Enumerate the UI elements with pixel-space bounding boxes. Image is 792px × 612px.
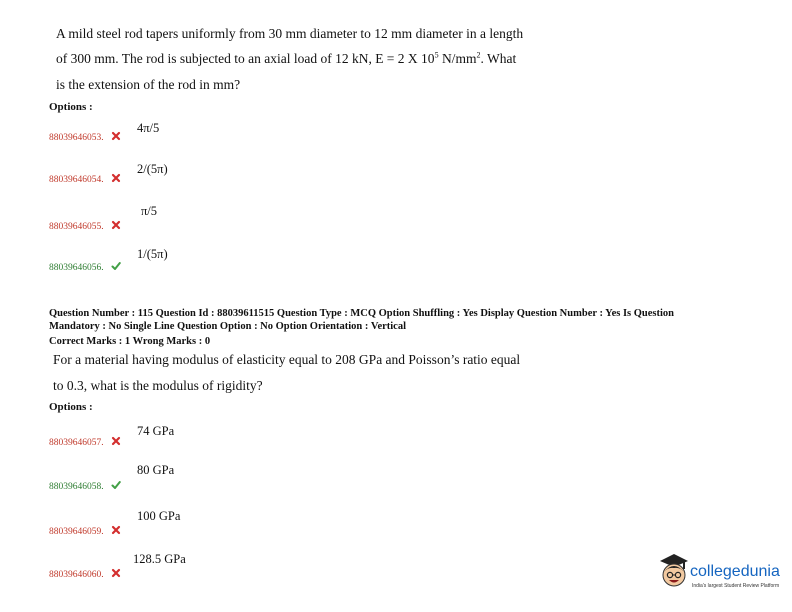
question2-options-label: Options : — [49, 401, 93, 413]
option-value: 80 GPa — [137, 463, 175, 477]
question1-unit-exponent: 2 — [476, 50, 481, 60]
wrong-mark-icon — [111, 173, 121, 183]
option-value: 4π/5 — [137, 121, 160, 135]
option-row[interactable] — [49, 216, 121, 234]
option-value: 74 GPa — [137, 424, 175, 438]
option-row[interactable] — [49, 564, 121, 582]
option-value: 1/(5π) — [137, 247, 168, 261]
question1-line3: is the extension of the rod in mm? — [56, 77, 241, 92]
option-value: π/5 — [141, 204, 158, 218]
question2-meta-line3: Correct Marks : 1 Wrong Marks : 0 — [49, 336, 211, 347]
option-row[interactable] — [49, 257, 121, 275]
option-id: 88039646056. — [49, 263, 104, 273]
question1-unit: N/mm — [438, 51, 477, 66]
collegedunia-mascot-icon — [656, 552, 692, 592]
option-value: 100 GPa — [137, 509, 181, 523]
option-value: 2/(5π) — [137, 162, 168, 176]
option-row[interactable] — [49, 169, 121, 187]
question1-line2-text: of 300 mm. The rod is subjected to an axial load of 12 kN, E = 2 X 10 — [56, 51, 435, 66]
option-row[interactable] — [49, 476, 121, 494]
option-row[interactable] — [49, 521, 121, 539]
question2-meta-line2: Mandatory : No Single Line Question Option : No Option Orientation : Vertical — [49, 321, 407, 332]
option-id: 88039646059. — [49, 527, 104, 537]
wrong-mark-icon — [111, 220, 121, 230]
collegedunia-tagline: India's largest Student Review Platform — [692, 583, 780, 589]
wrong-mark-icon — [111, 436, 121, 446]
option-id: 88039646060. — [49, 570, 104, 580]
option-id: 88039646057. — [49, 438, 104, 448]
option-row[interactable] — [49, 127, 121, 145]
option-row[interactable] — [49, 432, 121, 450]
option-id: 88039646058. — [49, 482, 104, 492]
question2-line1: For a material having modulus of elasticity equal to 208 GPa and Poisson’s ratio equal — [53, 352, 521, 367]
option-id: 88039646054. — [49, 175, 104, 185]
question1-tail: . What — [480, 51, 517, 66]
option-id: 88039646053. — [49, 133, 104, 143]
question2-line2: to 0.3, what is the modulus of rigidity? — [53, 378, 263, 393]
question1-options-label: Options : — [49, 101, 93, 113]
check-mark-icon — [111, 480, 121, 490]
question1-line1: A mild steel rod tapers uniformly from 30 mm diameter to 12 mm diameter in a length — [56, 26, 524, 41]
question2-meta-line1: Question Number : 115 Question Id : 88039611515 Question Type : MCQ Option Shuffling : Yes Display Question Number : Yes Is Question — [49, 308, 675, 319]
option-id: 88039646055. — [49, 222, 104, 232]
wrong-mark-icon — [111, 131, 121, 141]
collegedunia-logo-text: collegedunia — [690, 563, 780, 580]
question1-exponent: 5 — [434, 50, 439, 60]
question1-line2 — [56, 51, 516, 67]
option-value: 128.5 GPa — [133, 552, 186, 566]
wrong-mark-icon — [111, 568, 121, 578]
check-mark-icon — [111, 261, 121, 271]
wrong-mark-icon — [111, 525, 121, 535]
